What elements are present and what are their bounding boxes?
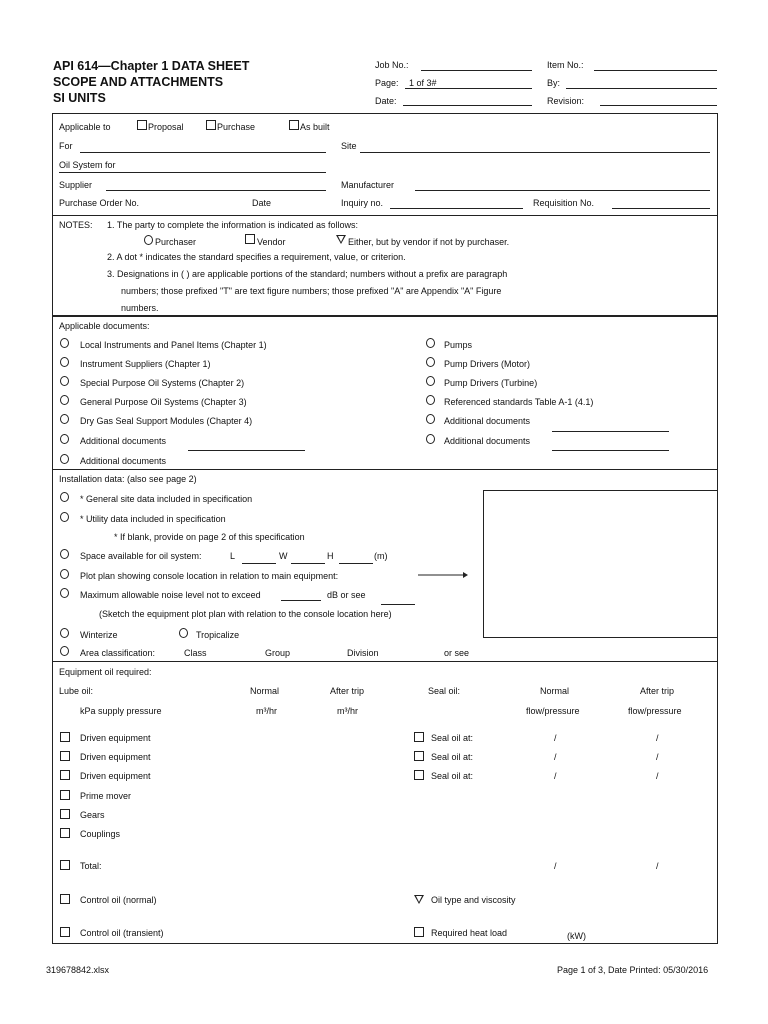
lube-row-label: Driven equipment	[80, 752, 151, 762]
kw-unit: (kW)	[567, 931, 586, 941]
seal-oil-checkbox[interactable]	[414, 732, 424, 742]
seal-normal-slash: /	[554, 733, 557, 743]
control-oil-normal-checkbox[interactable]	[60, 894, 70, 904]
doc-circle-icon[interactable]	[60, 338, 69, 348]
length-field[interactable]	[242, 563, 276, 564]
lube-row-label: Driven equipment	[80, 733, 151, 743]
revision-label: Revision:	[547, 96, 585, 106]
total-after-trip-slash: /	[656, 861, 659, 871]
doc-item: Dry Gas Seal Support Modules (Chapter 4)	[80, 416, 253, 426]
additional-doc-field[interactable]	[552, 450, 669, 451]
total-label: Total:	[80, 861, 102, 871]
additional-doc-field[interactable]	[188, 450, 305, 451]
site-field[interactable]	[360, 152, 710, 153]
installation-heading: Installation data: (also see page 2)	[59, 474, 197, 484]
manufacturer-label: Manufacturer	[341, 180, 395, 190]
oil-required-heading: Equipment oil required:	[59, 667, 152, 677]
install-circle-icon[interactable]	[60, 588, 69, 598]
driven-equipment-checkbox[interactable]	[60, 770, 70, 780]
length-label: L	[230, 551, 236, 561]
kpa-supply-label: kPa supply pressure	[80, 706, 162, 716]
seal-after-trip-slash: /	[656, 752, 659, 762]
seal-after-trip-slash: /	[656, 733, 659, 743]
doc-item: Referenced standards Table A-1 (4.1)	[444, 397, 594, 407]
seal-after-trip-header: After trip	[640, 686, 675, 696]
doc-item: Additional documents	[80, 436, 167, 446]
proposal-label: Proposal	[148, 122, 184, 132]
doc-circle-icon[interactable]	[426, 395, 435, 405]
inquiry-no-field[interactable]	[390, 208, 523, 209]
doc-item: Pumps	[444, 340, 473, 350]
date-label: Date:	[375, 96, 397, 106]
doc-item: Instrument Suppliers (Chapter 1)	[80, 359, 211, 369]
doc-item: General Purpose Oil Systems (Chapter 3)	[80, 397, 247, 407]
normal-header: Normal	[250, 686, 280, 696]
item-no-label: Item No.:	[547, 60, 584, 70]
revision-field[interactable]	[600, 105, 717, 106]
install-circle-icon[interactable]	[60, 492, 69, 502]
sketch-area[interactable]	[483, 490, 718, 638]
driven-equipment-checkbox[interactable]	[60, 732, 70, 742]
utility-data: * Utility data included in specification	[80, 514, 226, 524]
inquiry-no-label: Inquiry no.	[341, 198, 384, 208]
sketch-note: (Sketch the equipment plot plan with relation to the console location here)	[99, 609, 392, 619]
applicable-to-label: Applicable to	[59, 122, 111, 132]
doc-circle-icon[interactable]	[60, 414, 69, 424]
after-trip-header: After trip	[330, 686, 365, 696]
doc-circle-icon[interactable]	[426, 376, 435, 386]
divider	[52, 469, 718, 470]
meters-unit: (m)	[374, 551, 388, 561]
requisition-no-field[interactable]	[612, 208, 710, 209]
doc-circle-icon[interactable]	[60, 434, 69, 444]
doc-circle-icon[interactable]	[426, 338, 435, 348]
install-circle-icon[interactable]	[179, 628, 188, 638]
proposal-checkbox[interactable]	[137, 120, 147, 130]
page-info: Page 1 of 3, Date Printed: 05/30/2016	[557, 965, 709, 975]
winterize-label: Winterize	[80, 630, 118, 640]
note-3b: numbers; those prefixed "T" are text figure numbers; those prefixed "A" are Appendix "A" Figure	[121, 286, 502, 296]
after-trip-unit: m³/hr	[337, 706, 358, 716]
oil-system-for-field[interactable]	[59, 172, 326, 173]
seal-normal-unit: flow/pressure	[526, 706, 580, 716]
heat-load-checkbox[interactable]	[414, 927, 424, 937]
doc-item: Special Purpose Oil Systems (Chapter 2)	[80, 378, 245, 388]
either-triangle-icon	[336, 235, 346, 244]
db-or-see-label: dB or see	[327, 590, 366, 600]
form-title: API 614—Chapter 1 DATA SHEET	[53, 59, 250, 73]
space-available-label: Space available for oil system:	[80, 551, 202, 561]
install-circle-icon[interactable]	[60, 512, 69, 522]
vendor-legend: Vendor	[257, 237, 286, 247]
doc-circle-icon[interactable]	[60, 454, 69, 464]
doc-item: Additional documents	[444, 436, 531, 446]
purchase-label: Purchase	[217, 122, 256, 132]
doc-circle-icon[interactable]	[426, 414, 435, 424]
noise-field[interactable]	[281, 600, 321, 601]
seal-oil-label: Seal oil:	[428, 686, 461, 696]
note-2: 2. A dot * indicates the standard specifies a requirement, value, or criterion.	[107, 252, 406, 262]
group-label: Group	[265, 648, 291, 658]
general-site-data: * General site data included in specification	[80, 494, 253, 504]
seal-normal-slash: /	[554, 771, 557, 781]
lube-row-label: Prime mover	[80, 791, 132, 801]
plot-plan-label: Plot plan showing console location in relation to main equipment:	[80, 571, 339, 581]
install-circle-icon[interactable]	[60, 549, 69, 559]
manufacturer-field[interactable]	[415, 190, 710, 191]
divider	[52, 315, 718, 317]
seal-after-trip-slash: /	[656, 771, 659, 781]
requisition-no-label: Requisition No.	[533, 198, 595, 208]
note-1: 1. The party to complete the information is indicated as follows:	[107, 220, 358, 230]
note-3c: numbers.	[121, 303, 159, 313]
division-label: Division	[347, 648, 379, 658]
couplings-checkbox[interactable]	[60, 828, 70, 838]
form-subtitle: SCOPE AND ATTACHMENTS	[53, 75, 224, 89]
page-field	[405, 88, 532, 89]
or-see-label: or see	[444, 648, 470, 658]
prime-mover-checkbox[interactable]	[60, 790, 70, 800]
seal-normal-header: Normal	[540, 686, 570, 696]
doc-circle-icon[interactable]	[60, 376, 69, 386]
control-oil-normal-label: Control oil (normal)	[80, 895, 157, 905]
arrow-right-icon	[417, 570, 469, 580]
either-legend: Either, but by vendor if not by purchaser.	[348, 237, 510, 247]
oil-type-label: Oil type and viscosity	[431, 895, 516, 905]
install-circle-icon[interactable]	[60, 628, 69, 638]
noise-see-field[interactable]	[381, 604, 415, 605]
date-field[interactable]	[403, 105, 532, 106]
doc-item: Additional documents	[80, 456, 167, 466]
page-label: Page:	[375, 78, 399, 88]
doc-item: Pump Drivers (Motor)	[444, 359, 531, 369]
width-label: W	[279, 551, 288, 561]
class-label: Class	[184, 648, 207, 658]
control-oil-transient-checkbox[interactable]	[60, 927, 70, 937]
seal-oil-checkbox[interactable]	[414, 751, 424, 761]
doc-item: Additional documents	[444, 416, 531, 426]
install-circle-icon[interactable]	[60, 646, 69, 656]
page-value: 1 of 3#	[409, 78, 437, 88]
seal-row-label: Seal oil at:	[431, 733, 474, 743]
doc-item: Pump Drivers (Turbine)	[444, 378, 538, 388]
area-classification-label: Area classification:	[80, 648, 156, 658]
lube-oil-label: Lube oil:	[59, 686, 94, 696]
item-no-field[interactable]	[594, 70, 717, 71]
file-name: 319678842.xlsx	[46, 965, 110, 975]
lube-row-label: Driven equipment	[80, 771, 151, 781]
po-no-label: Purchase Order No.	[59, 198, 140, 208]
as-built-checkbox[interactable]	[289, 120, 299, 130]
purchase-checkbox[interactable]	[206, 120, 216, 130]
note-3a: 3. Designations in ( ) are applicable portions of the standard; numbers without a prefix are paragraph	[107, 269, 508, 279]
doc-circle-icon[interactable]	[60, 357, 69, 367]
po-date-label: Date	[252, 198, 272, 208]
total-normal-slash: /	[554, 861, 557, 871]
divider	[52, 215, 718, 216]
supplier-label: Supplier	[59, 180, 93, 190]
doc-circle-icon[interactable]	[426, 434, 435, 444]
height-field[interactable]	[339, 563, 373, 564]
seal-after-trip-unit: flow/pressure	[628, 706, 682, 716]
purchaser-legend: Purchaser	[155, 237, 197, 247]
form-units: SI UNITS	[53, 91, 106, 105]
normal-unit: m³/hr	[256, 706, 277, 716]
by-label: By:	[547, 78, 561, 88]
doc-circle-icon[interactable]	[60, 395, 69, 405]
seal-row-label: Seal oil at:	[431, 771, 474, 781]
applicable-docs-heading: Applicable documents:	[59, 321, 150, 331]
seal-oil-checkbox[interactable]	[414, 770, 424, 780]
gears-checkbox[interactable]	[60, 809, 70, 819]
supplier-field[interactable]	[106, 190, 326, 191]
by-field[interactable]	[566, 88, 717, 89]
seal-normal-slash: /	[554, 752, 557, 762]
height-label: H	[327, 551, 334, 561]
noise-label: Maximum allowable noise level not to exceed	[80, 590, 261, 600]
install-circle-icon[interactable]	[60, 569, 69, 579]
additional-doc-field[interactable]	[552, 431, 669, 432]
divider	[52, 661, 718, 662]
total-checkbox[interactable]	[60, 860, 70, 870]
for-field[interactable]	[80, 152, 326, 153]
site-label: Site	[341, 141, 357, 151]
vendor-square-icon	[245, 234, 255, 244]
oil-system-for-label: Oil System for	[59, 160, 116, 170]
doc-item: Local Instruments and Panel Items (Chapter 1)	[80, 340, 267, 350]
notes-label: NOTES:	[59, 220, 93, 230]
purchaser-circle-icon	[144, 235, 153, 245]
seal-row-label: Seal oil at:	[431, 752, 474, 762]
job-no-label: Job No.:	[375, 60, 409, 70]
lube-row-label: Couplings	[80, 829, 121, 839]
heat-load-label: Required heat load	[431, 928, 508, 938]
if-blank-note: * If blank, provide on page 2 of this specification	[114, 532, 305, 542]
control-oil-transient-label: Control oil (transient)	[80, 928, 164, 938]
width-field[interactable]	[291, 563, 325, 564]
driven-equipment-checkbox[interactable]	[60, 751, 70, 761]
for-label: For	[59, 141, 73, 151]
oil-type-triangle-icon	[414, 895, 424, 904]
doc-circle-icon[interactable]	[426, 357, 435, 367]
as-built-label: As built	[300, 122, 330, 132]
job-no-field[interactable]	[421, 70, 532, 71]
lube-row-label: Gears	[80, 810, 105, 820]
tropicalize-label: Tropicalize	[196, 630, 240, 640]
